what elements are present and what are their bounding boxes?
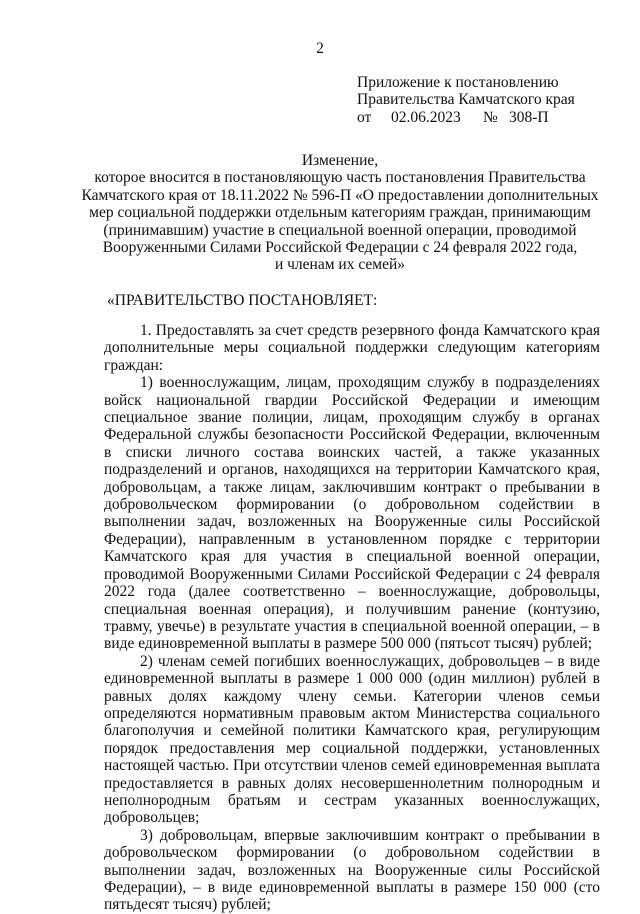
- appendix-from-label: от: [357, 108, 372, 126]
- appendix-number: 308-П: [509, 108, 549, 126]
- title-line: Вооруженными Силами Российской Федерации с 24 февраля 2022 года,: [102, 239, 578, 257]
- document-body: [104, 322, 600, 914]
- title-line: и членам их семей»: [274, 256, 406, 274]
- paragraph: 1. Предоставлять за счет средств резервного фонда Камчатского края дополнительные меры социальной поддержки следующим категориям граждан:: [104, 322, 600, 374]
- title-line: (принимавшим) участие в специальной военной операции, проводимой: [103, 221, 577, 239]
- appendix-date-line: [357, 109, 597, 126]
- document-title: [60, 152, 620, 274]
- paragraph: 2) членам семей погибших военнослужащих, добровольцев – в виде единовременной выплаты в размере 1 000 000 (один миллион) рублей в равных долях каждому члену семьи. Категории членов семьи определяются нормативным правовым актом Министерства социального благополучия и семейной политики Камчатского края, регулирующим порядок предоставления мер социальной поддержки, установленных настоящей частью. При отсутствии членов семей единовременная выплата предоставляется в равных долях несовершеннолетним полнородным и неполнородным братьям и сестрам указанных военнослужащих, добровольцев;: [104, 652, 600, 827]
- appendix-line: Приложение к постановлению: [357, 74, 559, 91]
- appendix-date: 02.06.2023: [391, 108, 461, 126]
- title-line: мер социальной поддержки отдельным категориям граждан, принимающим: [89, 204, 591, 222]
- title-heading: Изменение,: [301, 152, 379, 169]
- paragraph: 3) добровольцам, впервые заключившим контракт о пребывании в добровольческом формировании (о добровольном содействии в выполнении задач, возложенных на Вооруженные силы Российской Федерации), – в виде единовременной выплаты в размере 150 000 (сто пятьдесят тысяч) рублей;: [104, 826, 600, 914]
- appendix-number-sign: №: [483, 108, 498, 126]
- title-line: которое вносится в постановляющую часть постановления Правительства: [94, 169, 586, 187]
- appendix-block: [357, 74, 597, 126]
- page-number: 2: [316, 40, 324, 57]
- decree-heading: «ПРАВИТЕЛЬСТВО ПОСТАНОВЛЯЕТ:: [107, 292, 378, 309]
- appendix-line: Правительства Камчатского края: [357, 91, 575, 109]
- title-line: Камчатского края от 18.11.2022 № 596-П «О предоставлении дополнительных: [81, 186, 599, 204]
- paragraph: 1) военнослужащим, лицам, проходящим службу в подразделениях войск национальной гвардии Российской Федерации и имеющим специальное звание полиции, лицам, проходящим службу в органах Федеральной службы безопасности Российской Федерации, включенным в списки личного состава воинских частей, а также указанных подразделений и органов, находящихся на территории Камчатского края, добровольцам, а также лицам, заключившим контракт о пребывании в добровольческом формировании (о добровольном содействии в выполнении задач, возложенных на Вооруженные силы Российской Федерации), направленным в установленном порядке с территории Камчатского края для участия в специальной военной операции, проводимой Вооруженными Силами Российской Федерации с 24 февраля 2022 года (далее соответственно – военнослужащие, добровольцы, специальная военная операция), и получившим ранение (контузию, травму, увечье) в результате участия в специальной военной операции, – в виде единовременной выплаты в размере 500 000 (пятьсот тысяч) рублей;: [104, 374, 600, 653]
